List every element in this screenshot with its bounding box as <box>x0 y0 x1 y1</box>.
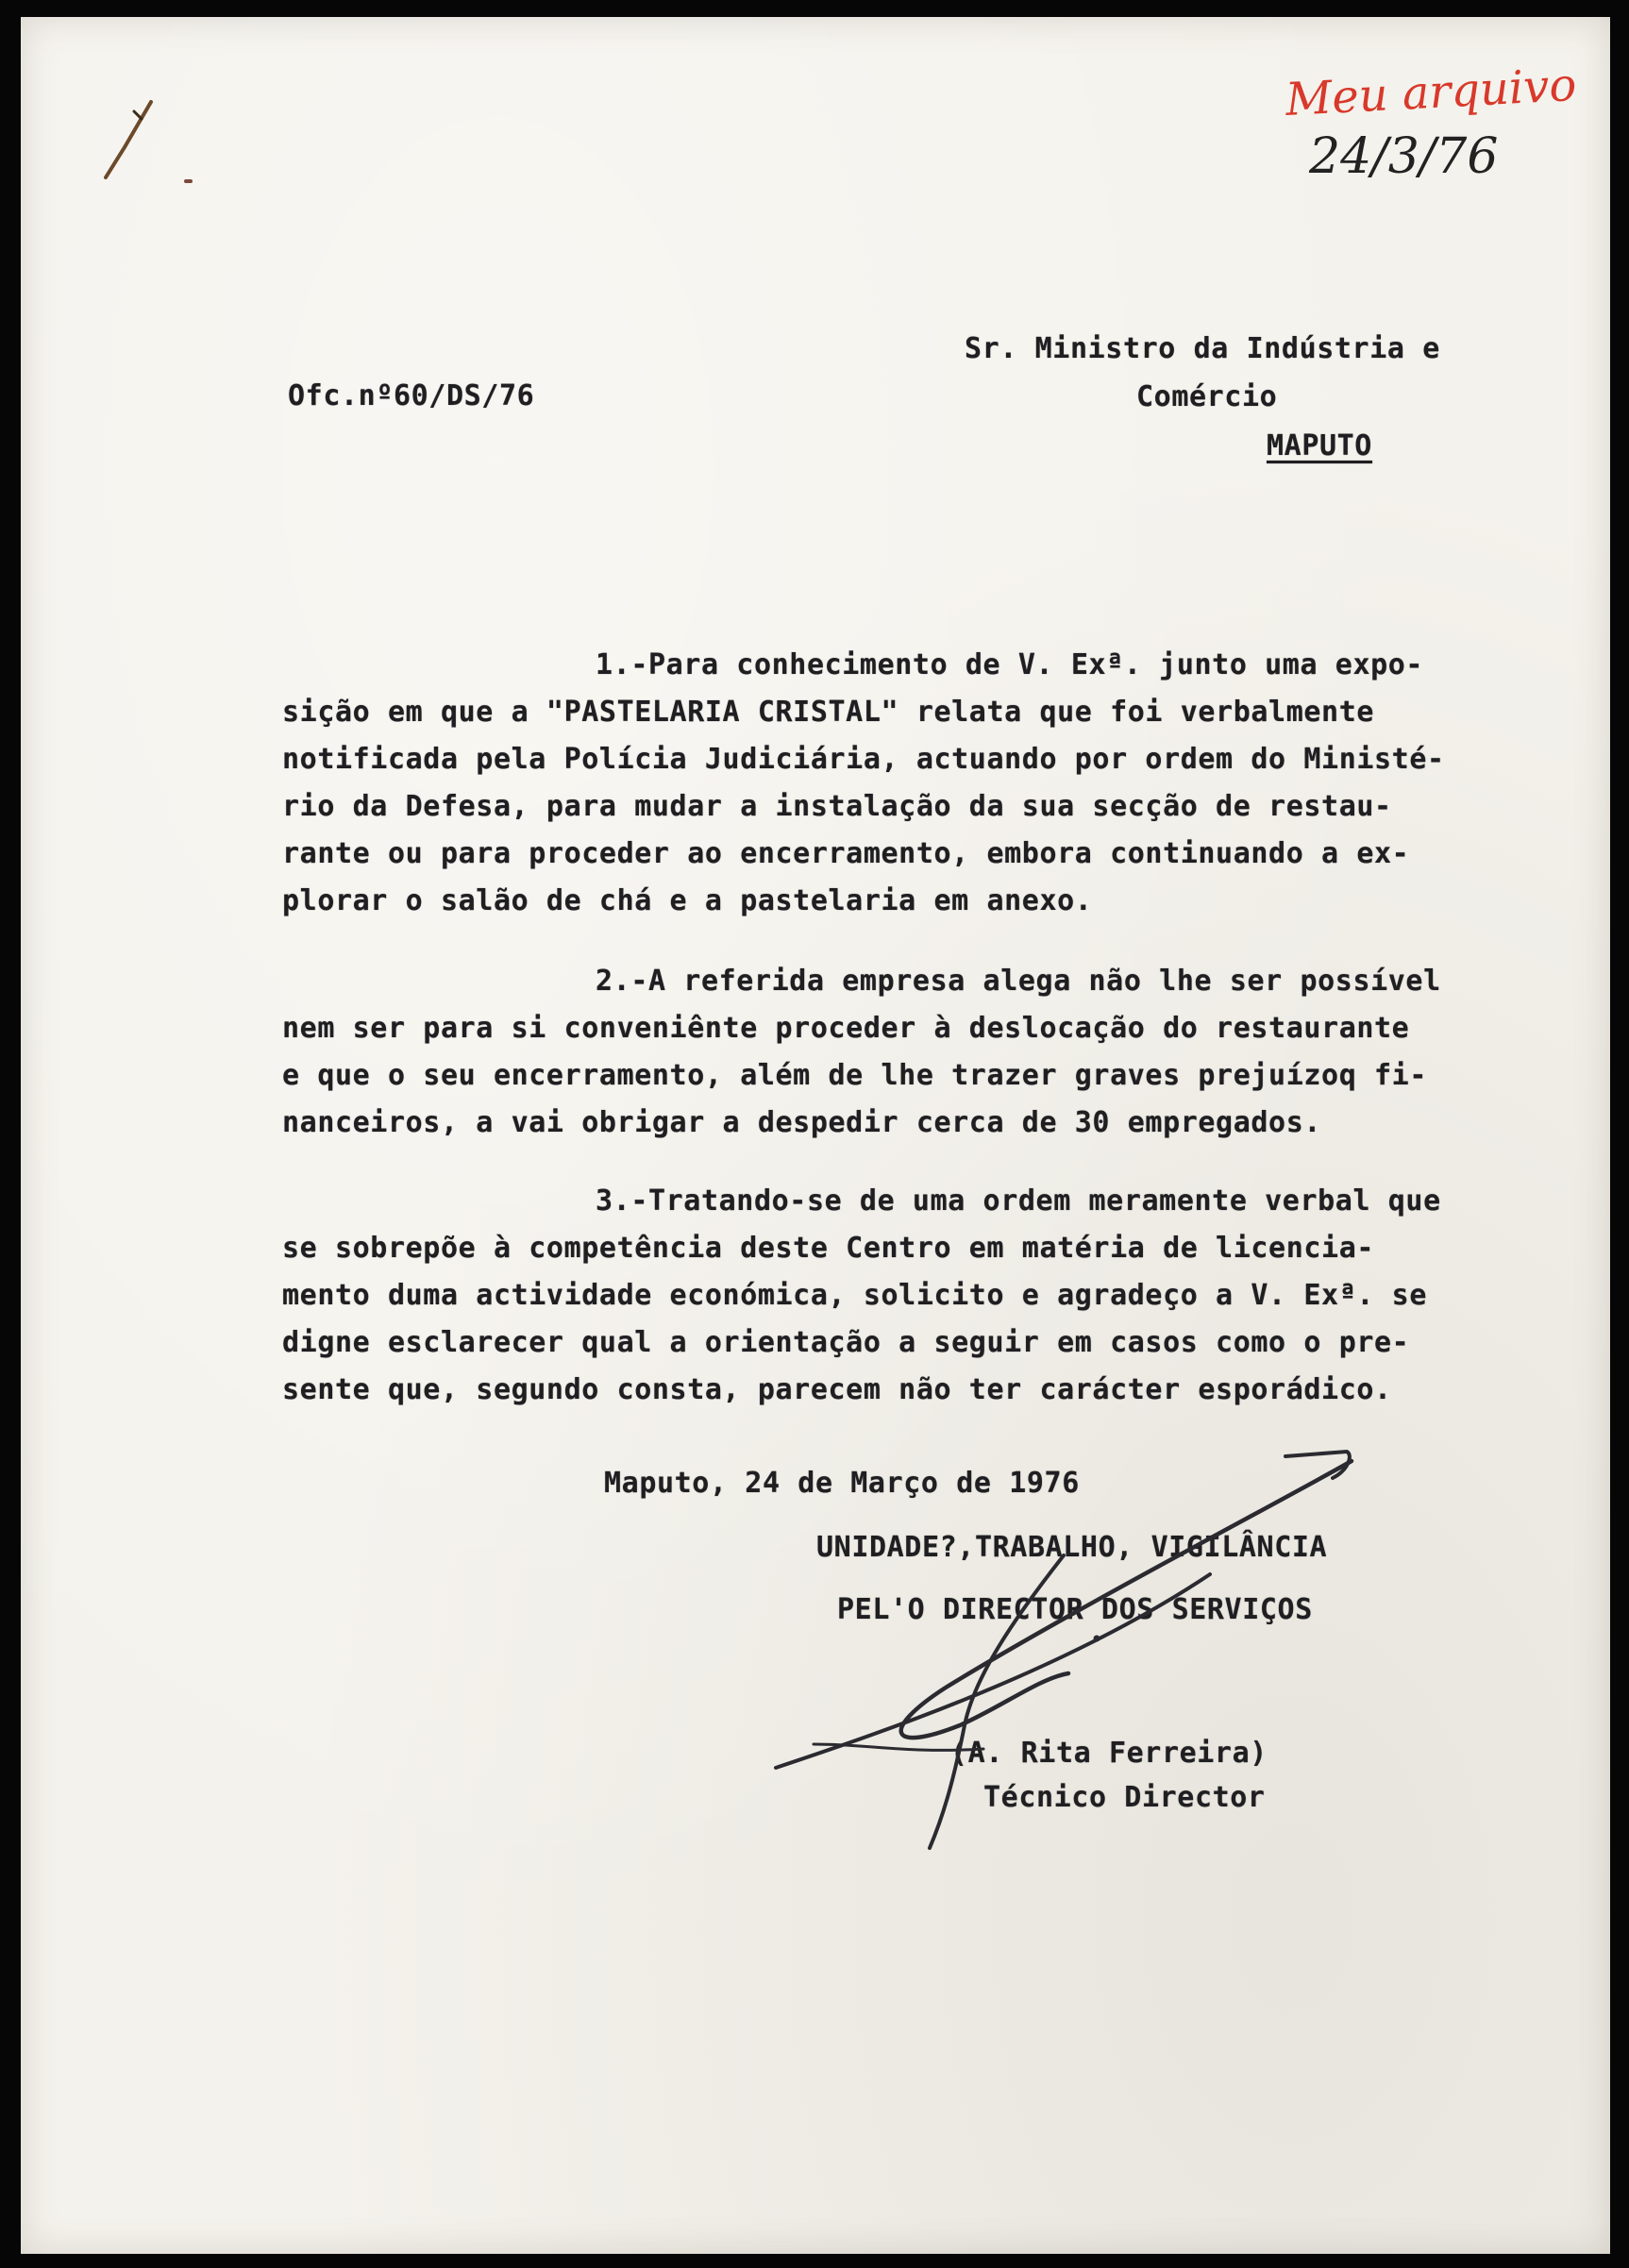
paragraph-3 <box>282 1178 1547 1414</box>
paragraph-line: nanceiros, a vai obrigar a despedir cerca de 30 empregados. <box>282 1106 1322 1139</box>
paragraph-line: e que o seu encerramento, além de lhe trazer graves prejuízoq fi- <box>282 1059 1427 1092</box>
paragraph-line: notificada pela Polícia Judiciária, actuando por ordem do Ministé- <box>282 743 1445 776</box>
paragraph-line: sição em que a "PASTELARIA CRISTAL" relata que foi verbalmente <box>282 696 1375 729</box>
paragraph-line: nem ser para si conveniênte proceder à deslocação do restaurante <box>282 1012 1410 1045</box>
paragraph-1 <box>282 642 1547 925</box>
paragraph-line: rio da Defesa, para mudar a instalação da sua secção de restau- <box>282 790 1392 823</box>
reference-number: Ofc.nº60/DS/76 <box>288 379 535 412</box>
addressee-city: MAPUTO <box>1267 429 1372 462</box>
signature <box>757 1433 1418 1886</box>
stray-mark <box>184 179 193 183</box>
letter-page <box>21 17 1610 2254</box>
paragraph-line: mento duma actividade económica, solicito e agradeço a V. Exª. se <box>282 1279 1427 1312</box>
paragraph-line: rante ou para proceder ao encerramento, embora continuando a ex- <box>282 837 1410 870</box>
addressee-line-2: Comércio <box>1136 380 1278 413</box>
paragraph-line: plorar o salão de chá e a pastelaria em anexo. <box>282 884 1093 917</box>
place-and-date: Maputo, 24 de Março de 1976 <box>604 1467 1080 1500</box>
paragraph-line: se sobrepõe à competência deste Centro em matéria de licencia- <box>282 1232 1375 1265</box>
paragraph-line: 1.-Para conhecimento de V. Exª. junto uma expo- <box>596 648 1424 681</box>
on-behalf-line: PEL'O DIRECTOR DOS SERVIÇOS <box>837 1593 1313 1626</box>
handwritten-date: 24/3/76 <box>1309 128 1499 185</box>
signatory-name: (A. Rita Ferreira) <box>950 1737 1268 1770</box>
paragraph-line: 2.-A referida empresa alega não lhe ser possível <box>596 965 1441 998</box>
handwritten-note: Meu arquivo <box>1284 58 1578 127</box>
paragraph-line: digne esclarecer qual a orientação a seguir em casos como o pre- <box>282 1326 1410 1359</box>
signatory-title: Técnico Director <box>983 1781 1266 1814</box>
motto: UNIDADE?,TRABALHO, VIGILÂNCIA <box>816 1531 1328 1564</box>
paragraph-line: sente que, segundo consta, parecem não ter carácter esporádico. <box>282 1373 1392 1406</box>
paragraph-2 <box>282 958 1547 1147</box>
pencil-mark <box>68 74 172 206</box>
paragraph-line: 3.-Tratando-se de uma ordem meramente verbal que <box>596 1184 1441 1218</box>
addressee-line-1: Sr. Ministro da Indústria e <box>965 332 1440 365</box>
